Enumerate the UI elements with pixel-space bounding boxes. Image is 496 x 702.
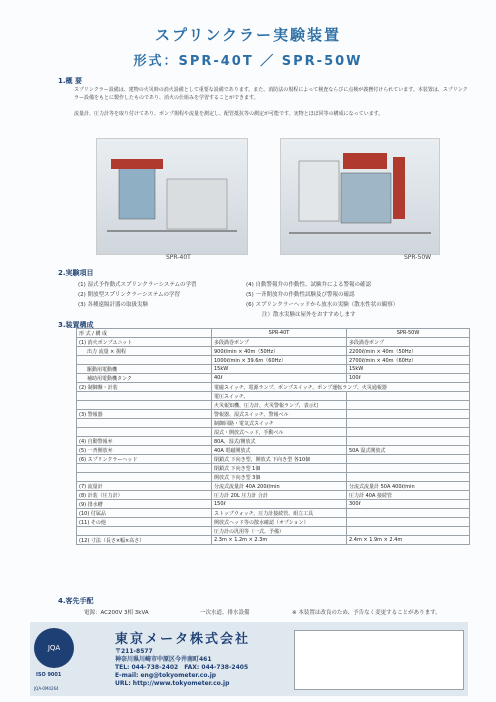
- outline-paragraph-1: スプリンクラー設備は、建物の火災時の消火設備として重要な設備であります。また、消防法の規程によって検査ならびに点検が義務付けられています。本装置は、スプリンクラー設備をもとに製作したものであり、消火の仕組みを学習することができます。: [74, 87, 468, 101]
- iso-cert-number: JQA-0M4264: [34, 686, 59, 691]
- spec-value: [347, 401, 470, 410]
- apparatus-illustration-right: [281, 139, 439, 254]
- spec-value: 電磁スイッチ、電源ランプ、ポンプスイッチ、ポンプ運転ランプ、火災通報器: [212, 383, 470, 392]
- experiment-item: (2) 開放型スプリンクラーシステムの学習: [78, 292, 181, 298]
- spec-item-label: (12) 寸法（長さ×幅×高さ）: [77, 536, 212, 545]
- spec-value: [347, 392, 470, 401]
- spec-value: [347, 527, 470, 536]
- spec-item-label: (4) 自動警報弁: [77, 437, 212, 446]
- spec-value: 2200ℓ/min × 40m（50Hz）: [347, 347, 470, 356]
- spec-item-label: (7) 流量計: [77, 482, 212, 491]
- iso-label: ISO 9001: [36, 672, 62, 678]
- spec-value: 15kW: [212, 365, 347, 374]
- website-url[interactable]: URL: http://www.tokyometer.co.jp: [115, 680, 230, 687]
- change-note: ※ 本装置は改良のため、予告なく変更することがあります。: [292, 610, 441, 616]
- photo-spr-40t: [96, 138, 248, 255]
- spec-value: [347, 509, 470, 518]
- spec-item-label: [77, 464, 212, 473]
- spec-row: [77, 383, 470, 392]
- spec-item-label: (9) 排水槽: [77, 500, 212, 509]
- spec-row: [77, 491, 470, 500]
- spec-row: [77, 374, 470, 383]
- spec-value: 閉鎖式 下向き型、開放式 下向き型 各10個: [212, 455, 347, 464]
- spec-row: [77, 401, 470, 410]
- spec-row: [77, 410, 470, 419]
- spec-value: [347, 437, 470, 446]
- customer-power: 電源：AC200V 3相 3kVA: [84, 610, 149, 616]
- col-model-label: 形 式: [79, 330, 91, 337]
- section-experiments-heading: 2.実験項目: [58, 269, 94, 277]
- spec-item-label: [77, 356, 212, 365]
- experiment-item: (6) スプリンクラーヘッドから放水の実験（散水性状の観察）: [246, 302, 399, 308]
- spec-value: 湿式・開放式ヘッド、手動ベル: [212, 428, 347, 437]
- spec-value: [347, 455, 470, 464]
- section-customer-heading: 4.客先手配: [58, 597, 94, 605]
- spec-value: [347, 473, 470, 482]
- spec-header-row: [77, 329, 470, 338]
- spec-row: [77, 428, 470, 437]
- experiment-item: (5) 一斉開放弁の作動性試験及び警報の確認: [246, 292, 355, 298]
- email: E-mail: eng@tokyometer.co.jp: [115, 672, 217, 679]
- tel-fax: TEL: 044-738-2402 FAX: 044-738-2405: [115, 664, 249, 671]
- spec-row: [77, 356, 470, 365]
- spec-value: 900ℓ/min × 40m（50Hz）: [212, 347, 347, 356]
- spec-row: [77, 527, 470, 536]
- footer: [30, 622, 468, 696]
- spec-value: 2700ℓ/min × 40m（60Hz）: [347, 356, 470, 365]
- section-outline-heading: 1.概 要: [58, 77, 82, 85]
- spec-value: 80A、湿式/開放式: [212, 437, 347, 446]
- contact-note-box: [294, 630, 464, 690]
- spec-value: 電圧スイッチ、: [212, 392, 347, 401]
- spec-value: 40A 電磁開放式: [212, 446, 347, 455]
- spec-item-label: (1) 消火ポンプユニット: [77, 338, 212, 347]
- spec-value: 多段渦巻ポンプ: [212, 338, 347, 347]
- spec-value: 警報器、湿式スイッチ、警報ベル: [212, 410, 347, 419]
- col-spr-50w: SPR-50W: [347, 329, 470, 338]
- spec-value: 300ℓ: [347, 500, 470, 509]
- spec-row: [77, 392, 470, 401]
- photo-caption-left: SPR-40T: [166, 254, 191, 261]
- spec-value: [347, 410, 470, 419]
- company-name: 東京メータ株式会社: [115, 632, 251, 647]
- section-spec-heading: 3.装置構成: [58, 321, 94, 329]
- experiment-item: (3) 各種遠隔計器の取扱実験: [78, 302, 149, 308]
- spec-value: 2.3m × 1.2m × 2.3m: [212, 536, 347, 545]
- spec-header-label: 形 式 / 構 成: [77, 329, 212, 338]
- spec-row: [77, 509, 470, 518]
- address: 神奈川県川崎市中原区今井南町461: [115, 656, 212, 663]
- spec-value: 100ℓ: [347, 374, 470, 383]
- spec-value: 制御回路・電気式スイッチ: [212, 419, 347, 428]
- spec-value: 分流式流量計 40A 200ℓ/min: [212, 482, 347, 491]
- spec-value: 50A 湿式開放式: [347, 446, 470, 455]
- spec-value: 圧力計 20L 圧力計 合計: [212, 491, 347, 500]
- spec-row: [77, 365, 470, 374]
- experiment-item: (4) 自動警報弁の作動性、試験弁による警報の確認: [246, 282, 372, 288]
- postal-code: 〒211-8577: [115, 648, 153, 655]
- col-spr-40t: SPR-40T: [212, 329, 347, 338]
- spec-value: [347, 428, 470, 437]
- spec-item-label: [77, 401, 212, 410]
- spec-item-label: (8) 計装（圧力計）: [77, 491, 212, 500]
- experiment-note: 注）散水実験は屋外をおすすめします: [262, 312, 356, 318]
- spec-value: ストップウォッチ、圧力計接続管、組立工具: [212, 509, 347, 518]
- spec-value: 2.4m × 1.9m × 2.4m: [347, 536, 470, 545]
- spec-value: 150ℓ: [212, 500, 347, 509]
- experiment-item: (1) 湿式予作動式スプリンクラーシステムの学習: [78, 282, 197, 288]
- spec-item-label: 補助用電動機タンク: [77, 374, 212, 383]
- spec-row: [77, 536, 470, 545]
- photo-caption-right: SPR-50W: [404, 254, 432, 261]
- spec-row: [77, 437, 470, 446]
- spec-item-label: (2) 制御盤・計装: [77, 383, 212, 392]
- spec-row: [77, 473, 470, 482]
- spec-row: [77, 446, 470, 455]
- spec-row: [77, 347, 470, 356]
- spec-value: [347, 518, 470, 527]
- spec-row: [77, 338, 470, 347]
- outline-paragraph-2: 流量計、圧力計等を取り付けてあり、ポンプ揚程や流量を測定し、配管抵抗等の測定が可能です。実物とほぼ同等の構成になっています。: [74, 111, 384, 117]
- spec-item-label: [77, 392, 212, 401]
- page-title: スプリンクラー実験装置: [154, 26, 342, 44]
- spec-value: 閉鎖式 下向き型 1個: [212, 464, 347, 473]
- spec-item-label: [77, 428, 212, 437]
- customer-water: 一次水道、排水設備: [200, 610, 250, 616]
- spec-item-label: (5) 一斉開放弁: [77, 446, 212, 455]
- spec-item-label: (10) 付属品: [77, 509, 212, 518]
- spec-item-label: [77, 419, 212, 428]
- spec-value: [347, 464, 470, 473]
- model-subtitle: 形式：SPR-40T ／ SPR-50W: [133, 54, 363, 69]
- spec-value: 15kW: [347, 365, 470, 374]
- spec-item-label: [77, 527, 212, 536]
- photo-spr-50w: [280, 138, 440, 255]
- apparatus-illustration-left: [97, 139, 247, 254]
- spec-row: [77, 482, 470, 491]
- spec-item-label: (3) 警報器: [77, 410, 212, 419]
- spec-value: 1000ℓ/min × 39.6m（60Hz）: [212, 356, 347, 365]
- spec-item-label: (6) スプリンクラーヘッド: [77, 455, 212, 464]
- spec-item-label: 駆動用電動機: [77, 365, 212, 374]
- spec-value: 開放式ヘッド等の散水確認（オプション）: [212, 518, 347, 527]
- spec-row: [77, 419, 470, 428]
- col-item-label: 構 成: [95, 330, 108, 337]
- spec-row: [77, 500, 470, 509]
- spec-value: 開放式 下向き型 3個: [212, 473, 347, 482]
- iso-certification-logo: JQA: [34, 628, 74, 668]
- spec-value: 分流式流量計 50A 400ℓ/min: [347, 482, 470, 491]
- spec-row: [77, 464, 470, 473]
- spec-value: 火災報知機、圧力計、火災警報ランプ、表示灯: [212, 401, 347, 410]
- spec-row: [77, 518, 470, 527]
- spec-value: 多段渦巻ポンプ: [347, 338, 470, 347]
- spec-value: 40ℓ: [212, 374, 347, 383]
- spec-item-label: (11) その他: [77, 518, 212, 527]
- spec-value: [347, 419, 470, 428]
- spec-value: 圧力計の汎用等（一式、予備）: [212, 527, 347, 536]
- spec-item-label: 出力 流量 × 揚程: [77, 347, 212, 356]
- spec-value: 圧力計 40A 接続管: [347, 491, 470, 500]
- spec-item-label: [77, 473, 212, 482]
- spec-table: [76, 328, 470, 545]
- spec-row: [77, 455, 470, 464]
